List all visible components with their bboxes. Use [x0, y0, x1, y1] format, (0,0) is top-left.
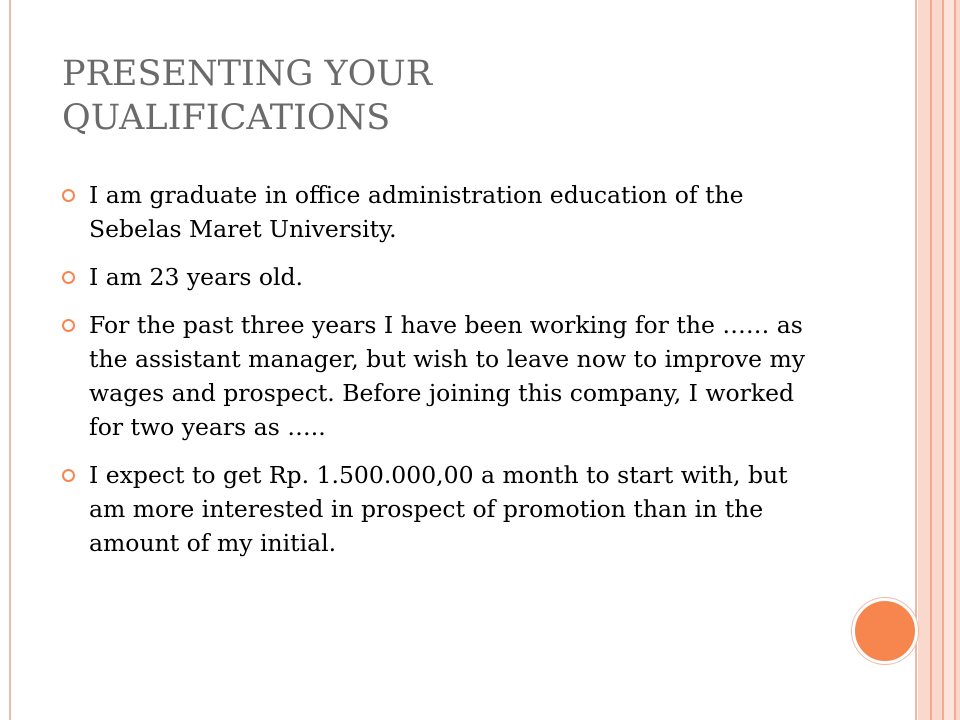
bullet-text: I expect to get Rp. 1.500.000,00 a month to start with, but am more interested in prospect of promotion than in the amount of my initial.	[89, 461, 788, 557]
bullet-text: I am graduate in office administration education of the Sebelas Maret University.	[89, 181, 744, 243]
slide-title-line-2: QUALIFICATIONS	[62, 98, 391, 138]
bullet-item	[62, 458, 822, 560]
slide-title-line-1: PRESENTING YOUR	[62, 54, 433, 94]
bullet-circle-icon	[62, 189, 75, 202]
bullet-list	[62, 178, 822, 574]
decorative-stripes	[918, 0, 960, 720]
bullet-item	[62, 178, 822, 246]
bullet-text: I am 23 years old.	[89, 263, 304, 291]
bullet-item	[62, 308, 822, 444]
bullet-text: For the past three years I have been working for the …… as the assistant manager, but wish to leave now to improve my wages and prospect. Before joining this company, I worked for two years as …..	[89, 311, 806, 441]
slide-title	[62, 52, 822, 140]
decorative-circle	[852, 598, 918, 664]
bullet-item	[62, 260, 822, 294]
bullet-circle-icon	[62, 469, 75, 482]
bullet-circle-icon	[62, 319, 75, 332]
bullet-circle-icon	[62, 271, 75, 284]
